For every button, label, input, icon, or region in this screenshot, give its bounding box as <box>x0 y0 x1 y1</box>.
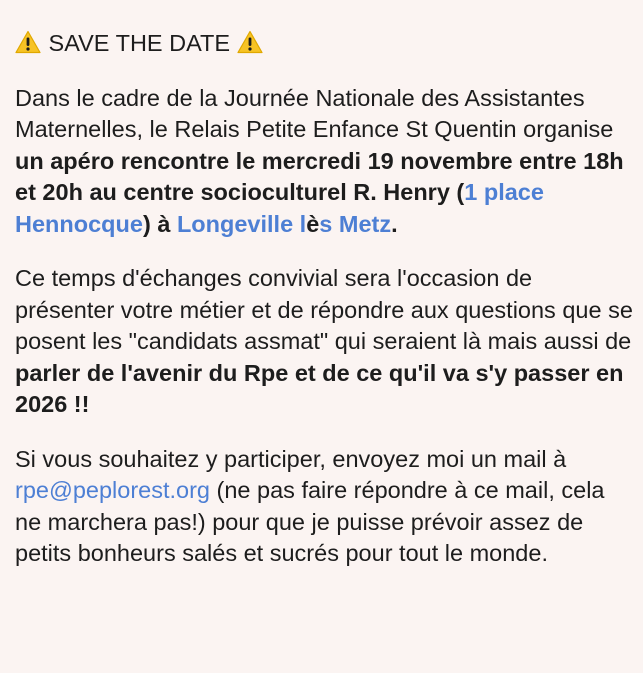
event-details-cont: ) à <box>142 210 177 237</box>
event-details-end: . <box>391 210 398 237</box>
event-details: un apéro rencontre le mercredi 19 novembre entre 18h et 20h au centre socioculturel R. Henry ( <box>15 147 624 205</box>
title-line <box>15 28 635 60</box>
title-text: SAVE THE DATE <box>48 30 231 56</box>
purpose-highlight: parler de l'avenir du Rpe et de ce qu'il va s'y passer en 2026 !! <box>15 359 624 417</box>
paragraph-purpose <box>15 263 635 421</box>
city-link-mid: è <box>306 210 320 237</box>
address-link[interactable]: 1 place Hennocque <box>15 179 544 237</box>
warning-icon <box>15 30 42 54</box>
paragraph-event-intro: Dans le cadre de la Journée Nationale des Assistantes Maternelles, le Relais Petite Enfance St Quentin organise <box>15 84 614 142</box>
email-link[interactable]: rpe@peplorest.org <box>15 477 210 503</box>
city-link[interactable]: Longeville l <box>176 210 307 237</box>
paragraph-purpose-text: Ce temps d'échanges convivial sera l'occasion de présenter votre métier et de répondre aux questions que se posent les "candidats assmat" qui seraient là mais aussi de <box>15 265 633 354</box>
paragraph-event <box>15 83 635 241</box>
message-body <box>15 28 635 593</box>
paragraph-contact-text: Si vous souhaitez y participer, envoyez moi un mail à <box>15 445 567 472</box>
warning-icon <box>237 30 264 54</box>
city-link-end[interactable]: s Metz <box>319 210 392 237</box>
paragraph-contact <box>15 444 635 570</box>
paragraph-contact-end: (ne pas faire répondre à ce mail, cela ne marchera pas!) pour que je puisse prévoir assez de petits bonheurs salés et sucrés pour tout le monde. <box>15 477 605 566</box>
